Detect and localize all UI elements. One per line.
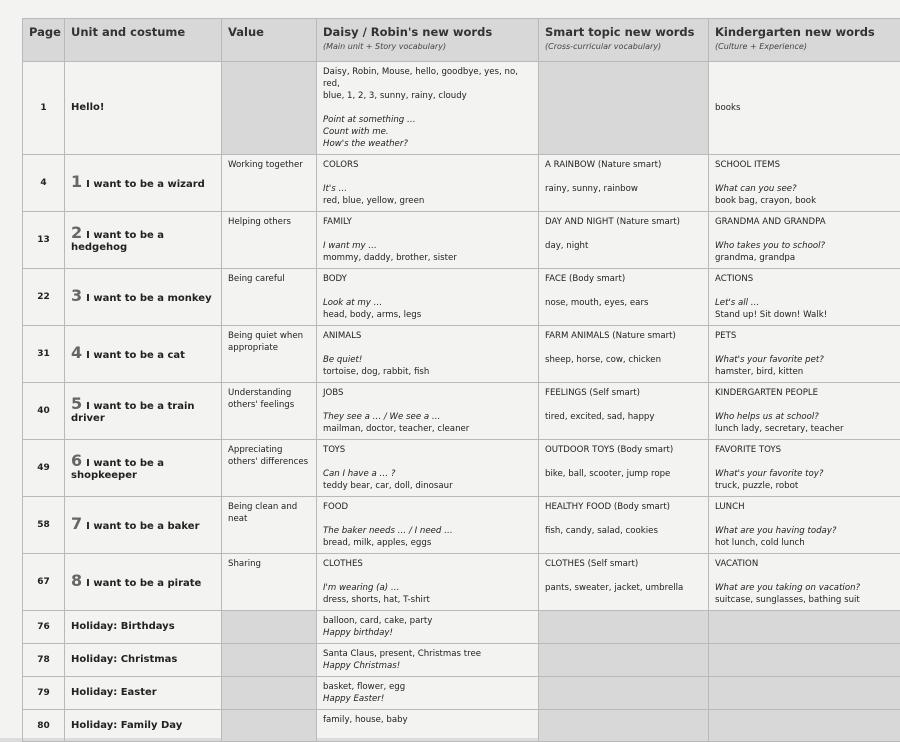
main-words-cell: Daisy, Robin, Mouse, hello, goodbye, yes, no, red, blue, 1, 2, 3, sunny, rainy, cloudy Point at something … Count with me. How's the weather? bbox=[317, 62, 539, 155]
smart-topic-cell: FARM ANIMALS (Nature smart) sheep, horse, cow, chicken bbox=[539, 326, 709, 383]
kindergarten-cell: ACTIONS Let's all … Stand up! Sit down! Walk! bbox=[709, 269, 900, 326]
header-page: Page bbox=[23, 19, 65, 62]
smart-topic-cell: DAY AND NIGHT (Nature smart) day, night bbox=[539, 212, 709, 269]
value-cell bbox=[222, 611, 317, 644]
page-number: 67 bbox=[23, 554, 65, 611]
unit-title: Holiday: Birthdays bbox=[65, 611, 222, 644]
page-number: 31 bbox=[23, 326, 65, 383]
table-row bbox=[23, 269, 900, 326]
kindergarten-cell: LUNCH What are you having today? hot lunch, cold lunch bbox=[709, 497, 900, 554]
value-cell: Helping others bbox=[222, 212, 317, 269]
main-words-cell: JOBS They see a … / We see a … mailman, doctor, teacher, cleaner bbox=[317, 383, 539, 440]
page-number: 22 bbox=[23, 269, 65, 326]
main-words-cell: CLOTHES I'm wearing (a) … dress, shorts, hat, T-shirt bbox=[317, 554, 539, 611]
unit-title: 5 I want to be a train driver bbox=[65, 383, 222, 440]
page-number: 40 bbox=[23, 383, 65, 440]
main-words-cell: FAMILY I want my … mommy, daddy, brother, sister bbox=[317, 212, 539, 269]
table-row bbox=[23, 326, 900, 383]
table-row bbox=[23, 440, 900, 497]
main-words-cell: family, house, baby bbox=[317, 710, 539, 742]
unit-title: 6 I want to be a shopkeeper bbox=[65, 440, 222, 497]
table-row bbox=[23, 554, 900, 611]
page-number: 1 bbox=[23, 62, 65, 155]
header-smart-topic: Smart topic new words (Cross-curricular vocabulary) bbox=[539, 19, 709, 62]
value-cell: Being quiet when appropriate bbox=[222, 326, 317, 383]
table-row bbox=[23, 710, 900, 742]
kindergarten-cell bbox=[709, 611, 900, 644]
unit-title: 8 I want to be a pirate bbox=[65, 554, 222, 611]
table-row bbox=[23, 644, 900, 677]
smart-topic-cell bbox=[539, 677, 709, 710]
kindergarten-cell: SCHOOL ITEMS What can you see? book bag, crayon, book bbox=[709, 155, 900, 212]
kindergarten-cell: KINDERGARTEN PEOPLE Who helps us at school? lunch lady, secretary, teacher bbox=[709, 383, 900, 440]
unit-title: Holiday: Christmas bbox=[65, 644, 222, 677]
header-kindergarten: Kindergarten new words (Culture + Experience) bbox=[709, 19, 900, 62]
page-number: 13 bbox=[23, 212, 65, 269]
main-words-cell: Santa Claus, present, Christmas tree Happy Christmas! bbox=[317, 644, 539, 677]
table-row bbox=[23, 212, 900, 269]
value-cell bbox=[222, 644, 317, 677]
kindergarten-cell: GRANDMA AND GRANDPA Who takes you to school? grandma, grandpa bbox=[709, 212, 900, 269]
main-words-cell: FOOD The baker needs … / I need … bread, milk, apples, eggs bbox=[317, 497, 539, 554]
smart-topic-cell: FEELINGS (Self smart) tired, excited, sad, happy bbox=[539, 383, 709, 440]
value-cell: Being careful bbox=[222, 269, 317, 326]
smart-topic-cell bbox=[539, 710, 709, 742]
smart-topic-cell bbox=[539, 611, 709, 644]
smart-topic-cell: HEALTHY FOOD (Body smart) fish, candy, salad, cookies bbox=[539, 497, 709, 554]
kindergarten-cell: VACATION What are you taking on vacation? suitcase, sunglasses, bathing suit bbox=[709, 554, 900, 611]
smart-topic-cell bbox=[539, 644, 709, 677]
main-words-cell: ANIMALS Be quiet! tortoise, dog, rabbit, fish bbox=[317, 326, 539, 383]
header-unit: Unit and costume bbox=[65, 19, 222, 62]
page-number: 79 bbox=[23, 677, 65, 710]
smart-topic-cell: CLOTHES (Self smart) pants, sweater, jacket, umbrella bbox=[539, 554, 709, 611]
table-row bbox=[23, 383, 900, 440]
kindergarten-cell: books bbox=[709, 62, 900, 155]
value-cell bbox=[222, 710, 317, 742]
kindergarten-cell bbox=[709, 710, 900, 742]
kindergarten-cell: PETS What's your favorite pet? hamster, bird, kitten bbox=[709, 326, 900, 383]
value-cell: Working together bbox=[222, 155, 317, 212]
table-row bbox=[23, 611, 900, 644]
header-main-words: Daisy / Robin's new words (Main unit + Story vocabulary) bbox=[317, 19, 539, 62]
main-words-cell: TOYS Can I have a … ? teddy bear, car, doll, dinosaur bbox=[317, 440, 539, 497]
unit-title: 3 I want to be a monkey bbox=[65, 269, 222, 326]
main-words-cell: basket, flower, egg Happy Easter! bbox=[317, 677, 539, 710]
page-number: 4 bbox=[23, 155, 65, 212]
table-row bbox=[23, 155, 900, 212]
table-row bbox=[23, 497, 900, 554]
value-cell: Being clean and neat bbox=[222, 497, 317, 554]
page-number: 78 bbox=[23, 644, 65, 677]
table-row bbox=[23, 677, 900, 710]
unit-title: 7 I want to be a baker bbox=[65, 497, 222, 554]
value-cell bbox=[222, 62, 317, 155]
smart-topic-cell: FACE (Body smart) nose, mouth, eyes, ears bbox=[539, 269, 709, 326]
kindergarten-cell bbox=[709, 677, 900, 710]
value-cell: Understanding others' feelings bbox=[222, 383, 317, 440]
syllabus-table bbox=[22, 18, 900, 742]
value-cell: Appreciating others' differences bbox=[222, 440, 317, 497]
unit-title: Holiday: Family Day bbox=[65, 710, 222, 742]
header-row bbox=[23, 19, 900, 62]
page-number: 80 bbox=[23, 710, 65, 742]
unit-title: 4 I want to be a cat bbox=[65, 326, 222, 383]
table-row bbox=[23, 62, 900, 155]
page-number: 49 bbox=[23, 440, 65, 497]
page-number: 58 bbox=[23, 497, 65, 554]
header-value: Value bbox=[222, 19, 317, 62]
smart-topic-cell: A RAINBOW (Nature smart) rainy, sunny, rainbow bbox=[539, 155, 709, 212]
unit-title: 1 I want to be a wizard bbox=[65, 155, 222, 212]
smart-topic-cell: OUTDOOR TOYS (Body smart) bike, ball, scooter, jump rope bbox=[539, 440, 709, 497]
unit-title: 2 I want to be a hedgehog bbox=[65, 212, 222, 269]
smart-topic-cell bbox=[539, 62, 709, 155]
main-words-cell: balloon, card, cake, party Happy birthday! bbox=[317, 611, 539, 644]
main-words-cell: COLORS It's … red, blue, yellow, green bbox=[317, 155, 539, 212]
page-number: 76 bbox=[23, 611, 65, 644]
main-words-cell: BODY Look at my … head, body, arms, legs bbox=[317, 269, 539, 326]
kindergarten-cell bbox=[709, 644, 900, 677]
unit-title: Hello! bbox=[65, 62, 222, 155]
unit-title: Holiday: Easter bbox=[65, 677, 222, 710]
kindergarten-cell: FAVORITE TOYS What's your favorite toy? truck, puzzle, robot bbox=[709, 440, 900, 497]
value-cell: Sharing bbox=[222, 554, 317, 611]
value-cell bbox=[222, 677, 317, 710]
